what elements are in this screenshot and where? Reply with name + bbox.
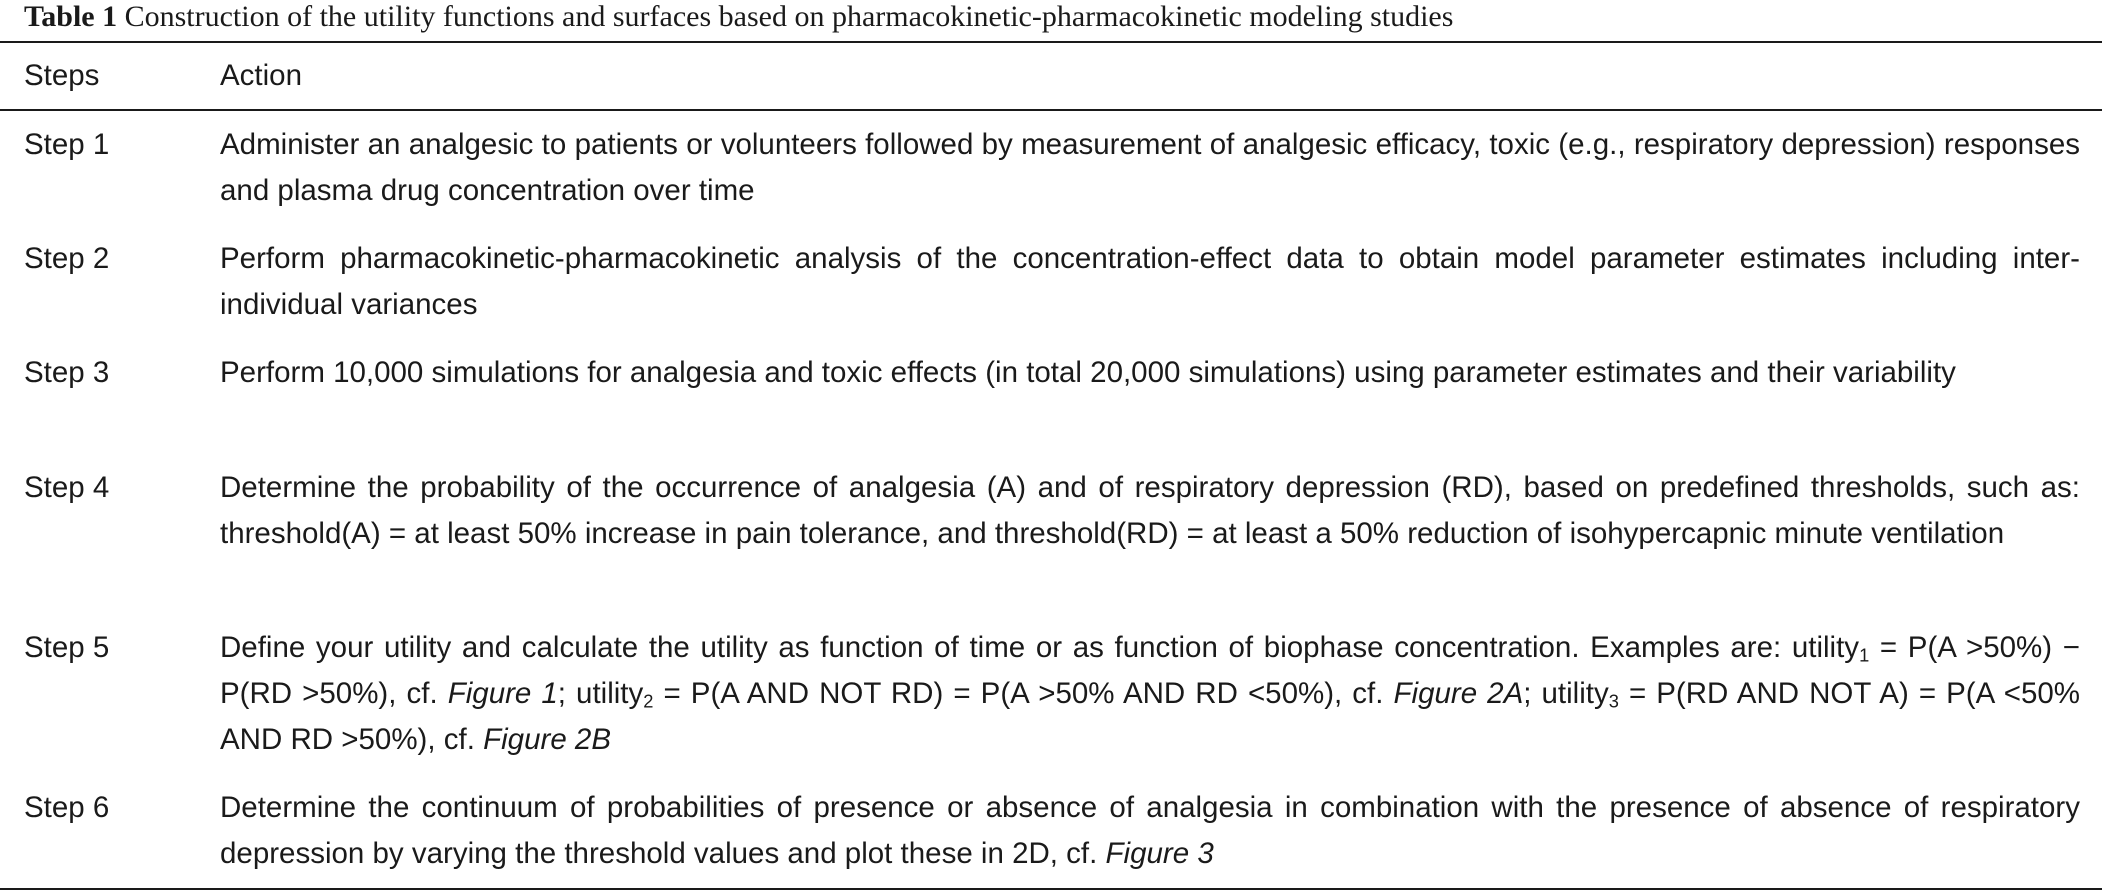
action-text: = P(A AND NOT RD) = P(A >50% AND RD <50%), cf. bbox=[653, 677, 1394, 710]
header-steps: Steps bbox=[24, 59, 100, 92]
figure-ref: Figure 2B bbox=[483, 723, 612, 756]
table-caption bbox=[24, 0, 1453, 36]
subscript: 1 bbox=[1859, 644, 1870, 666]
step-label: Step 2 bbox=[24, 242, 110, 275]
action-text: = P(RD AND NOT A) = P(A <50% AND RD >50%), cf. bbox=[220, 677, 2080, 756]
subscript: 3 bbox=[1608, 690, 1619, 712]
step-action: Administer an analgesic to patients or volunteers followed by measurement of analgesic efficacy, toxic (e.g., respiratory depression) responses and plasma drug concentration over time bbox=[220, 128, 2080, 207]
step-action bbox=[220, 625, 2080, 763]
figure-ref: Figure 3 bbox=[1105, 837, 1214, 870]
top-rule bbox=[0, 41, 2102, 43]
table-title: Construction of the utility functions and surfaces based on pharmacokinetic-pharmacokinetic modeling studies bbox=[117, 0, 1454, 33]
table-number: Table 1 bbox=[24, 0, 118, 33]
action-text: ; utility bbox=[557, 677, 644, 710]
step-label: Step 5 bbox=[24, 631, 110, 664]
step-label: Step 4 bbox=[24, 471, 110, 504]
step-label: Step 6 bbox=[24, 791, 110, 824]
figure-ref: Figure 2A bbox=[1393, 677, 1524, 710]
action-text: ; utility bbox=[1523, 677, 1609, 710]
step-label: Step 1 bbox=[24, 128, 110, 161]
header-action: Action bbox=[220, 59, 302, 92]
step-label: Step 3 bbox=[24, 356, 110, 389]
step-action: Perform 10,000 simulations for analgesia and toxic effects (in total 20,000 simulations) using parameter estimates and their variability bbox=[220, 356, 1956, 389]
action-text: Determine the continuum of probabilities of presence or absence of analgesia in combination with the presence of absence of respiratory depression by varying the threshold values and plot these in 2D, cf. bbox=[220, 791, 2080, 870]
step-action bbox=[220, 785, 2080, 877]
subscript: 2 bbox=[643, 690, 654, 712]
step-action: Determine the probability of the occurrence of analgesia (A) and of respiratory depression (RD), based on predefined thresholds, such as: threshold(A) = at least 50% increase in pain tolerance, and threshold(RD) = at least a 50% reduction of isohypercapnic minute ventilation bbox=[220, 471, 2080, 550]
header-rule bbox=[0, 109, 2102, 111]
bottom-rule bbox=[0, 888, 2102, 890]
figure-ref: Figure 1 bbox=[447, 677, 558, 710]
table-header-row bbox=[0, 53, 2102, 99]
action-text: = P(A >50%) − P(RD >50%), cf. bbox=[220, 631, 2080, 710]
step-action: Perform pharmacokinetic-pharmacokinetic analysis of the concentration-effect data to obtain model parameter estimates including inter-individual variances bbox=[220, 242, 2080, 321]
action-text: Define your utility and calculate the utility as function of time or as function of biophase concentration. Examples are: utility bbox=[220, 631, 1860, 664]
